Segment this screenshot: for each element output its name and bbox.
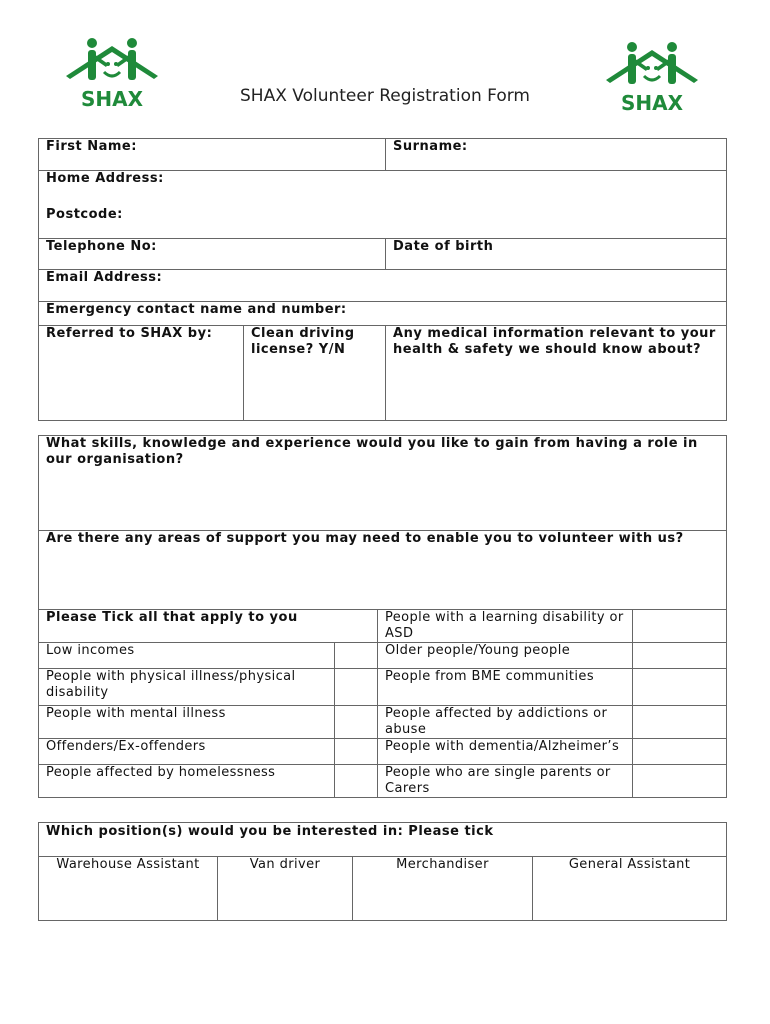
tick-box-left[interactable] <box>335 669 378 706</box>
first-name-field[interactable]: First Name: <box>39 139 386 171</box>
tick-header: Please Tick all that apply to you <box>39 610 378 643</box>
svg-text:SHAX: SHAX <box>80 87 144 111</box>
support-question-field[interactable]: Are there any areas of support you may need to enable you to volunteer with us? <box>39 531 727 610</box>
emergency-contact-field[interactable]: Emergency contact name and number: <box>39 302 727 326</box>
tick-label-right: People affected by addictions or abuse <box>378 706 633 739</box>
tick-label-right: People from BME communities <box>378 669 633 706</box>
tick-label-left: People with physical illness/physical disability <box>39 669 335 706</box>
tick-box-left[interactable] <box>335 739 378 765</box>
tick-label-right: Older people/Young people <box>378 643 633 669</box>
referred-by-field[interactable]: Referred to SHAX by: <box>39 326 244 421</box>
tick-label-left: People with mental illness <box>39 706 335 739</box>
position-warehouse-assistant[interactable]: Warehouse Assistant <box>39 857 218 921</box>
tick-label-right: People with dementia/Alzheimer’s <box>378 739 633 765</box>
personal-details-table <box>38 138 727 421</box>
tick-label-left: People affected by homelessness <box>39 765 335 798</box>
tick-box-right[interactable] <box>633 765 727 798</box>
svg-text:SHAX: SHAX <box>620 91 684 115</box>
address-field[interactable] <box>39 171 727 239</box>
telephone-field[interactable]: Telephone No: <box>39 239 386 270</box>
position-van-driver[interactable]: Van driver <box>218 857 353 921</box>
postcode-label: Postcode: <box>46 207 123 222</box>
medical-info-field[interactable]: Any medical information relevant to your health & safety we should know about? <box>386 326 727 421</box>
tick-box-right[interactable] <box>633 706 727 739</box>
questions-table <box>38 435 727 798</box>
tick-label-right: People who are single parents or Carers <box>378 765 633 798</box>
position-merchandiser[interactable]: Merchandiser <box>353 857 533 921</box>
tick-label-left: Offenders/Ex-offenders <box>39 739 335 765</box>
page-title: SHAX Volunteer Registration Form <box>240 86 530 106</box>
dob-field[interactable]: Date of birth <box>386 239 727 270</box>
home-address-label: Home Address: <box>46 171 164 186</box>
tick-label-left: Low incomes <box>39 643 335 669</box>
tick-box-left[interactable] <box>335 643 378 669</box>
positions-table <box>38 822 727 921</box>
skills-question-field[interactable]: What skills, knowledge and experience would you like to gain from having a role in our organisation? <box>39 436 727 531</box>
tick-box-left[interactable] <box>335 706 378 739</box>
email-field[interactable]: Email Address: <box>39 270 727 302</box>
tick-box-right[interactable] <box>633 643 727 669</box>
tick-box-right[interactable] <box>633 739 727 765</box>
surname-field[interactable]: Surname: <box>386 139 727 171</box>
driving-license-field[interactable]: Clean driving license? Y/N <box>244 326 386 421</box>
tick-box-right[interactable] <box>633 610 727 643</box>
tick-box-left[interactable] <box>335 765 378 798</box>
tick-label-right: People with a learning disability or ASD <box>378 610 633 643</box>
positions-header: Which position(s) would you be interested in: Please tick <box>39 823 727 857</box>
position-general-assistant[interactable]: General Assistant <box>533 857 727 921</box>
tick-box-right[interactable] <box>633 669 727 706</box>
